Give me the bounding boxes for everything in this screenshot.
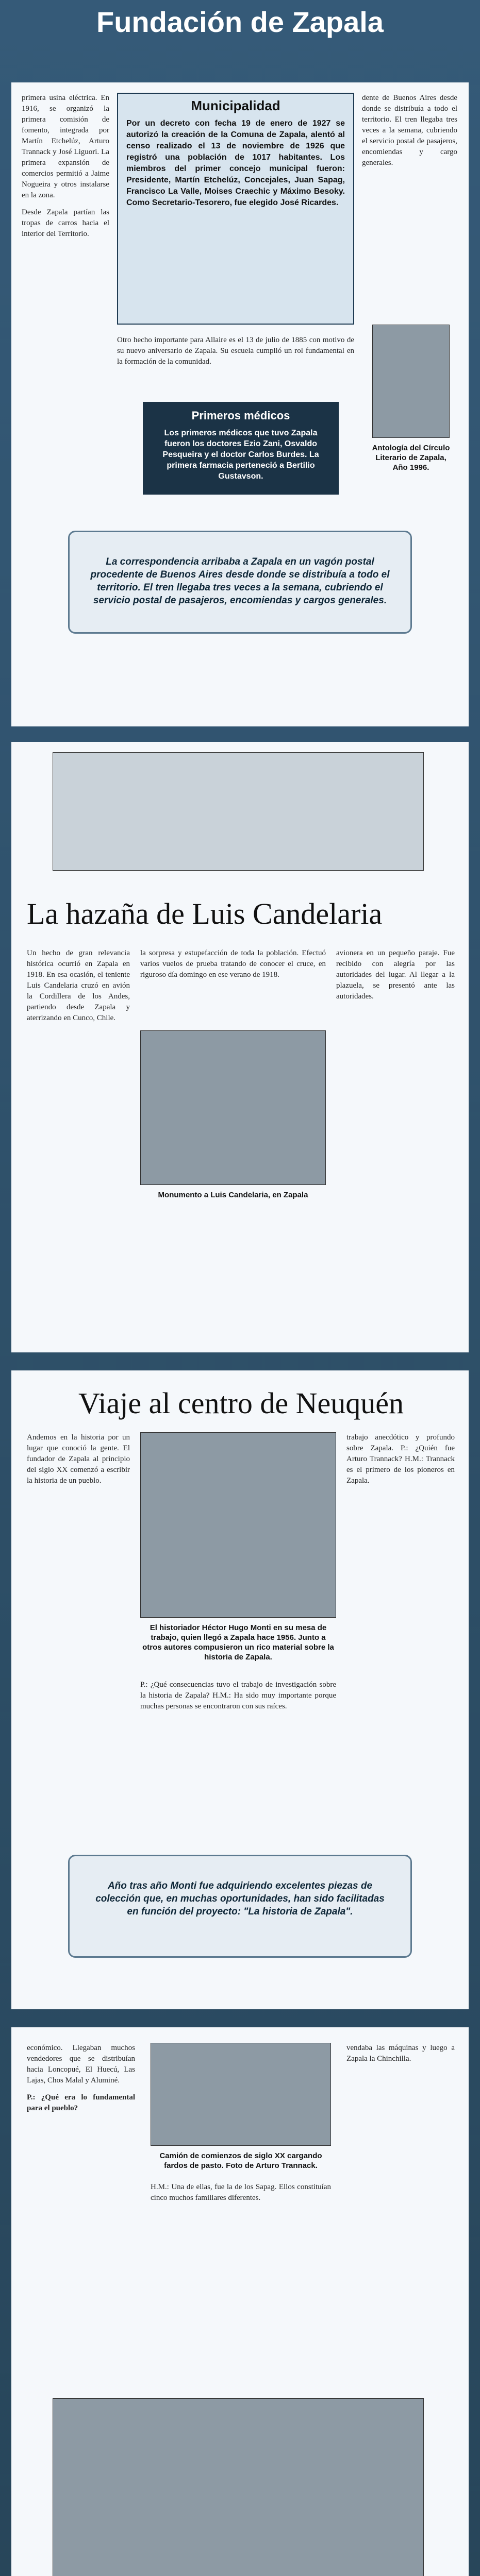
paragraph: avionera en un pequeño paraje. Fue recibido con alegría por las autoridades del lugar. Al llegar a la plazuela, se presentó ante las autoridades. xyxy=(336,949,455,1001)
paragraph: primera usina eléctrica. En 1916, se organizó la primera comisión de fomento, integrada por Martín Etchelúz, Arturo Trannack y José Liguori. La primera expansión de comercios permitió a Jaime Nogueira y otros instalarse en la zona. xyxy=(22,94,109,199)
truck-photo xyxy=(151,2043,331,2146)
box-text: Por un decreto con fecha 19 de enero de 1927 se autorizó la creación de la Comuna de Zapala, alentó al censo realizado el 13 de noviembre de 1926 que registró una población de 1017 habitantes. Los miembros del primer concejo municipal fueron: Presidente, Martín Etchelúz, Concejales, Juan Sapag, Francisco La Valle, Moises Craechic y Máximo Besoky. Como Secretario-Tesorero, fue elegido José Ricardes. xyxy=(126,119,345,207)
text-column-left xyxy=(22,93,109,246)
section-journey xyxy=(11,1370,469,2009)
station-photo xyxy=(53,2398,424,2576)
monument-photo xyxy=(140,1030,326,1185)
quote-text: La correspondencia arribaba a Zapala en un vagón postal procedente de Buenos Aires desde donde se distribuía a todo el territorio. El tren llegaba tres veces a la semana, cubriendo el servicio postal de pasajeros, encomiendas y cargos generales. xyxy=(90,556,390,606)
municipalidad-box xyxy=(117,93,354,325)
biplane-illustration xyxy=(53,752,424,871)
question: P.: ¿Qué era lo fundamental para el pueblo? xyxy=(27,2093,135,2112)
doctors-heading: Primeros médicos xyxy=(191,409,290,422)
paragraph: Un hecho de gran relevancia histórica ocurrió en Zapala en 1918. En esa ocasión, el teniente Luis Candelaria cruzó en avión la Cordillera de los Andes, partiendo desde Zapala y aterrizando en Cunco, Chile. xyxy=(27,949,130,1022)
text-column-left xyxy=(27,1432,130,1493)
truck-caption: Camión de comienzos de siglo XX cargando fardos de pasto. Foto de Arturo Trannack. xyxy=(159,2151,322,2170)
paragraph: la sorpresa y estupefacción de toda la población. Efectuó varios vuelos de prueba tratando de conocer el cruce, en riguroso día domingo en ese verano de 1918. xyxy=(140,949,326,979)
section-candelaria xyxy=(11,742,469,1352)
text-column-middle xyxy=(151,2182,331,2210)
paragraph: Otro hecho importante para Allaire es el 13 de julio de 1885 con motivo de su nuevo aniversario de Zapala. Su escuela cumplió un rol fundamental en la formación de la comunidad. xyxy=(117,336,354,366)
doctors-text: Los primeros médicos que tuvo Zapala fueron los doctores Ezio Zani, Osvaldo Pesqueira y el doctor Carlos Burdes. La primera farmacia perteneció a Bertilio Gustavson. xyxy=(162,429,319,481)
historian-photo xyxy=(140,1432,336,1618)
paragraph: Andemos en la historia por un lugar que conoció la gente. El fundador de Zapala al principio del siglo XX comenzó a escribir la historia de un pueblo. xyxy=(27,1433,130,1485)
quote-text: Año tras año Monti fue adquiriendo excelentes piezas de colección que, en muchas oportunidades, han sido facilitadas en función del proyecto: "La historia de Zapala". xyxy=(95,1880,385,1917)
text-column-left xyxy=(27,948,130,1030)
paragraph: vendaba las máquinas y luego a Zapala la Chinchilla. xyxy=(346,2044,455,2063)
monument-caption: Monumento a Luis Candelaria, en Zapala xyxy=(158,1191,308,1199)
book-caption: Antología del Círculo Literario de Zapala, Año 1996. xyxy=(372,444,450,472)
section-economy xyxy=(11,2027,469,2576)
section-founding xyxy=(11,82,469,726)
historian-caption: El historiador Héctor Hugo Monti en su mesa de trabajo, quien llegó a Zapala hace 1956. Junto a otros autores compusieron un rico material sobre la historia de Zapala. xyxy=(142,1623,334,1662)
text-column-middle xyxy=(117,335,354,374)
paragraph: económico. Llegaban muchos vendedores que se distribuían hacia Loncopué, El Huecú, Las Lajas, Chos Malal y Aluminé. xyxy=(27,2044,135,2084)
text-column-middle xyxy=(140,948,326,987)
paragraph: P.: ¿Qué consecuencias tuvo el trabajo de investigación sobre la historia de Zapala? H.M.: Ha sido muy importante porque muchas personas se encontraron con sus raíces. xyxy=(140,1681,336,1710)
text-column-right xyxy=(346,2043,455,2071)
quote-scroll xyxy=(68,531,412,634)
section-heading: La hazaña de Luis Candelaria xyxy=(27,897,383,930)
book-cover-image xyxy=(372,325,450,438)
paragraph: trabajo anecdótico y profundo sobre Zapala. P.: ¿Quién fue Arturo Trannack? H.M.: Trannack es el primero de los pioneros en Zapala. xyxy=(346,1433,455,1485)
paragraph: Desde Zapala partían las tropas de carros hacia el interior del Territorio. xyxy=(22,208,109,238)
page-title: Fundación de Zapala xyxy=(96,6,384,38)
text-column-right xyxy=(336,948,455,1008)
box-heading: Municipalidad xyxy=(191,98,280,113)
quote-scroll xyxy=(68,1855,412,1958)
doctors-box xyxy=(143,402,339,495)
text-column-right xyxy=(362,93,457,175)
paragraph: H.M.: Una de ellas, fue la de los Sapag. Ellos constituían cinco muchos familiares diferentes. xyxy=(151,2183,331,2202)
text-column-middle xyxy=(140,1680,336,1718)
text-column-left xyxy=(27,2043,135,2120)
section-heading: Viaje al centro de Neuquén xyxy=(78,1386,404,1420)
text-column-right xyxy=(346,1432,455,1493)
paragraph: dente de Buenos Aires desde donde se distribuía a todo el territorio. El tren llegaba tres veces a la semana, cubriendo el servicio postal de pasajeros, encomiendas y cargo generales. xyxy=(362,94,457,167)
